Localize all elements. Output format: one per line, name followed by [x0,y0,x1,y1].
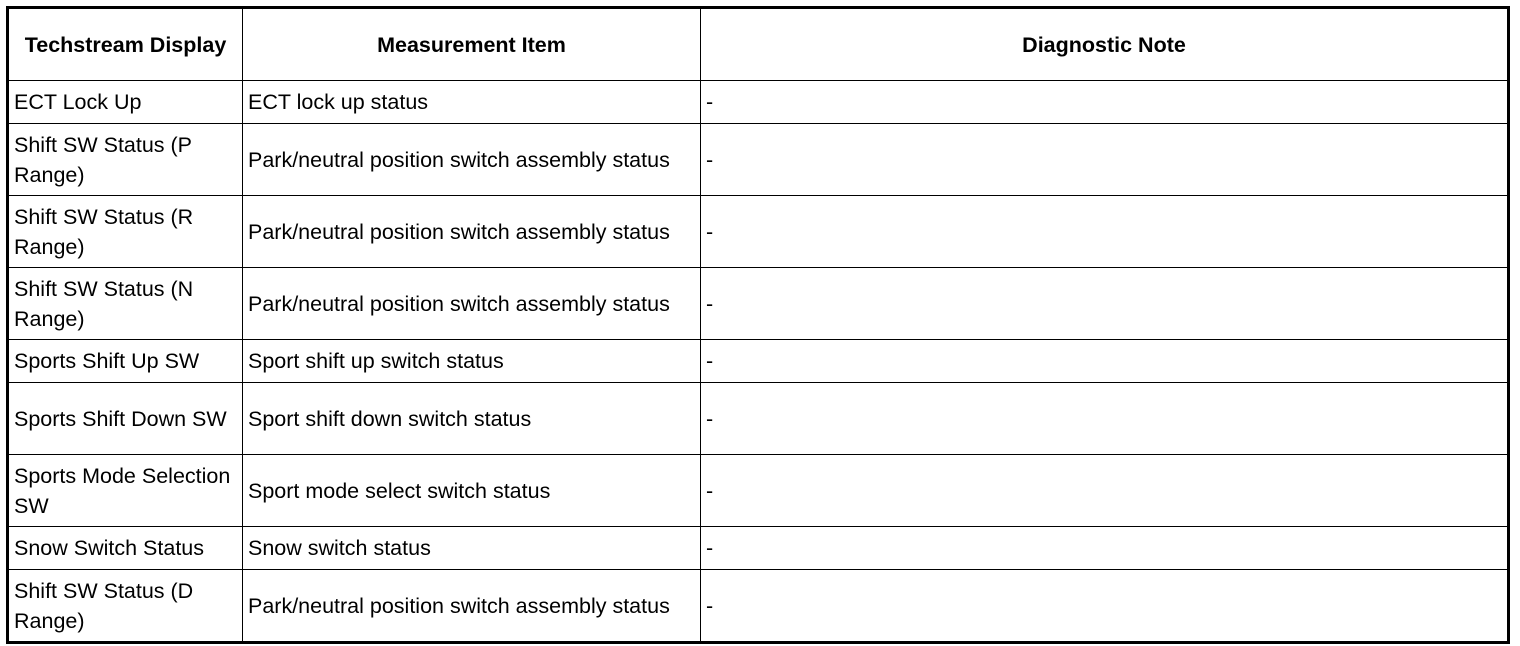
table-row [8,455,1509,527]
header-measurement-item: Measurement Item [243,8,701,81]
measurement-item-cell: Snow switch status [243,527,701,570]
measurement-item-cell: Sport shift down switch status [243,383,701,455]
techstream-display-cell: Shift SW Status (N Range) [8,268,243,340]
measurement-item-cell: Sport shift up switch status [243,340,701,383]
diagnostic-note-cell: - [701,455,1509,527]
diagnostic-note-cell: - [701,81,1509,124]
techstream-display-cell: Shift SW Status (R Range) [8,196,243,268]
table-row [8,268,1509,340]
diagnostic-note-cell: - [701,340,1509,383]
table-row [8,527,1509,570]
techstream-display-cell: ECT Lock Up [8,81,243,124]
techstream-display-cell: Sports Mode Selection SW [8,455,243,527]
techstream-display-cell: Shift SW Status (P Range) [8,124,243,196]
header-diagnostic-note: Diagnostic Note [701,8,1509,81]
measurement-item-cell: ECT lock up status [243,81,701,124]
diagnostic-note-cell: - [701,268,1509,340]
measurement-item-cell: Sport mode select switch status [243,455,701,527]
techstream-display-cell: Shift SW Status (D Range) [8,570,243,643]
table-row [8,124,1509,196]
diagnostic-note-cell: - [701,570,1509,643]
techstream-display-cell: Sports Shift Up SW [8,340,243,383]
diagnostic-note-cell: - [701,527,1509,570]
measurement-item-cell: Park/neutral position switch assembly status [243,570,701,643]
techstream-display-cell: Sports Shift Down SW [8,383,243,455]
header-row [8,8,1509,81]
table-row [8,383,1509,455]
measurement-item-cell: Park/neutral position switch assembly status [243,268,701,340]
table-row [8,196,1509,268]
table-row [8,570,1509,643]
techstream-display-cell: Snow Switch Status [8,527,243,570]
measurement-item-cell: Park/neutral position switch assembly status [243,196,701,268]
diagnostic-data-table [6,6,1510,644]
diagnostic-note-cell: - [701,383,1509,455]
header-techstream-display: Techstream Display [8,8,243,81]
measurement-item-cell: Park/neutral position switch assembly status [243,124,701,196]
diagnostic-note-cell: - [701,124,1509,196]
table-row [8,81,1509,124]
table-row [8,340,1509,383]
diagnostic-note-cell: - [701,196,1509,268]
